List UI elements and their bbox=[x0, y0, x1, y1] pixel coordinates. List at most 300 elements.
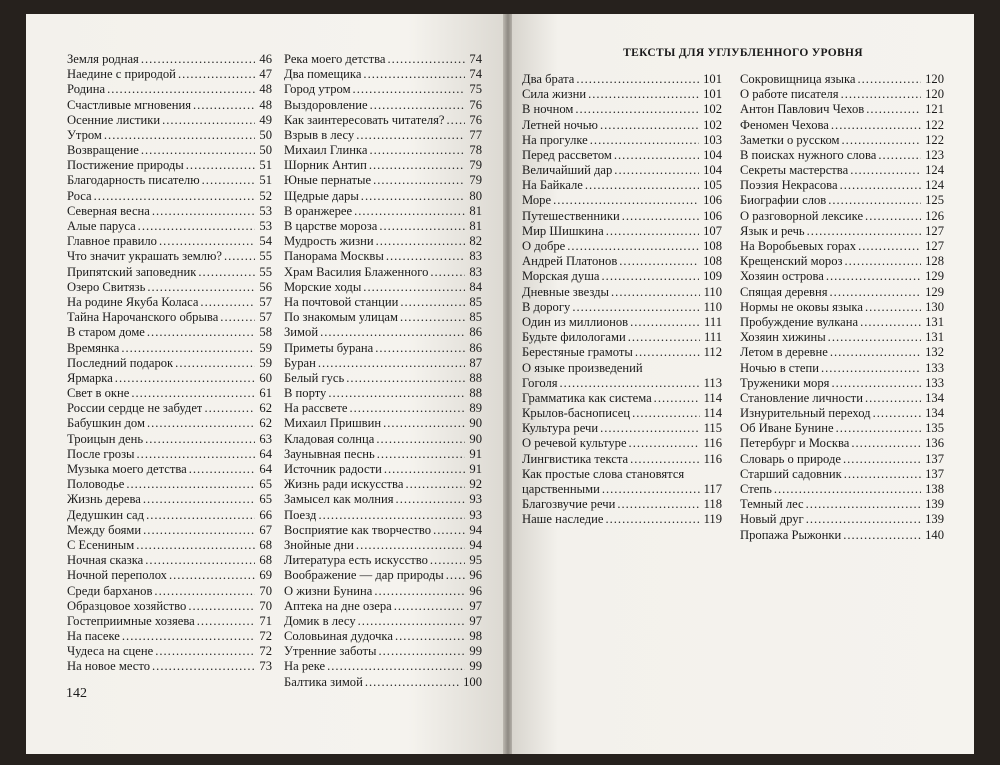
toc-entry bbox=[522, 148, 722, 163]
toc-entry-title: На родине Якуба Коласа bbox=[67, 294, 199, 309]
toc-entry-title: Литература есть искусство bbox=[284, 553, 428, 568]
toc-entry-page: 86 bbox=[469, 325, 482, 340]
toc-entry bbox=[67, 204, 272, 219]
toc-entry-title: На прогулке bbox=[522, 132, 588, 147]
toc-entry bbox=[284, 98, 482, 113]
leader-dots bbox=[843, 528, 921, 543]
leader-dots bbox=[630, 315, 700, 330]
toc-entry-page: 59 bbox=[259, 340, 272, 355]
toc-entry-title: Дедушкин сад bbox=[67, 507, 145, 522]
toc-entry bbox=[740, 239, 944, 254]
toc-entry-page: 69 bbox=[259, 568, 272, 583]
toc-entry-page: 123 bbox=[925, 147, 944, 162]
leader-dots bbox=[865, 391, 921, 406]
toc-entry-title: Старший садовник bbox=[740, 466, 842, 481]
leader-dots bbox=[204, 401, 255, 416]
toc-entry-title: Спящая деревня bbox=[740, 284, 828, 299]
toc-entry-page: 97 bbox=[469, 613, 482, 628]
toc-entry bbox=[67, 584, 272, 599]
toc-entry-title: Мудрость жизни bbox=[284, 234, 374, 249]
toc-entry-title: Михаил Глинка bbox=[284, 143, 368, 158]
toc-entry bbox=[67, 599, 272, 614]
toc-entry-title: Взрыв в лесу bbox=[284, 127, 355, 142]
toc-entry-title: На пасеке bbox=[67, 629, 120, 644]
toc-entry bbox=[522, 482, 722, 497]
toc-entry bbox=[522, 330, 722, 345]
toc-entry bbox=[522, 163, 722, 178]
toc-entry bbox=[522, 239, 722, 254]
toc-entry-page: 110 bbox=[703, 299, 722, 314]
leader-dots bbox=[188, 599, 255, 614]
toc-entry-title: Домик в лесу bbox=[284, 613, 356, 628]
toc-entry-page: 108 bbox=[703, 239, 722, 254]
toc-entry-page: 110 bbox=[703, 284, 722, 299]
toc-entry-title: Буран bbox=[284, 355, 316, 370]
toc-entry-page: 70 bbox=[259, 598, 272, 613]
toc-entry-page: 81 bbox=[469, 203, 482, 218]
toc-entry-title: царственными bbox=[522, 482, 600, 497]
toc-entry-title: Кладовая солнца bbox=[284, 431, 375, 446]
leader-dots bbox=[865, 209, 921, 224]
leader-dots bbox=[363, 67, 465, 82]
toc-entry-title: Свет в окне bbox=[67, 386, 130, 401]
toc-entry bbox=[740, 497, 944, 512]
leader-dots bbox=[606, 224, 699, 239]
page-number: 142 bbox=[66, 686, 87, 701]
leader-dots bbox=[858, 72, 922, 87]
toc-entry-title: Пробуждение вулкана bbox=[740, 314, 859, 329]
leader-dots bbox=[121, 341, 255, 356]
leader-dots bbox=[433, 523, 465, 538]
leader-dots bbox=[147, 280, 255, 295]
toc-entry bbox=[522, 72, 722, 87]
leader-dots bbox=[850, 163, 921, 178]
toc-entry bbox=[284, 508, 482, 523]
toc-entry bbox=[67, 568, 272, 583]
leader-dots bbox=[143, 492, 256, 507]
toc-column bbox=[522, 72, 722, 528]
toc-entry-title: После грозы bbox=[67, 446, 135, 461]
toc-entry bbox=[740, 300, 944, 315]
toc-entry-title: Замысел как молния bbox=[284, 492, 394, 507]
leader-dots bbox=[611, 285, 700, 300]
toc-entry bbox=[284, 477, 482, 492]
toc-entry-page: 70 bbox=[259, 583, 272, 598]
leader-dots bbox=[373, 173, 465, 188]
leader-dots bbox=[356, 538, 465, 553]
toc-entry bbox=[522, 361, 722, 376]
leader-dots bbox=[405, 477, 465, 492]
toc-entry-title: Как заинтересовать читателя? bbox=[284, 112, 445, 127]
toc-entry-page: 61 bbox=[259, 386, 272, 401]
leader-dots bbox=[147, 416, 255, 431]
toc-entry bbox=[67, 98, 272, 113]
leader-dots bbox=[126, 477, 255, 492]
leader-dots bbox=[224, 249, 255, 264]
toc-entry-title: Летом в деревне bbox=[740, 345, 828, 360]
leader-dots bbox=[146, 508, 255, 523]
leader-dots bbox=[363, 280, 465, 295]
toc-entry-page: 89 bbox=[469, 401, 482, 416]
toc-entry bbox=[284, 568, 482, 583]
toc-entry-title: Панорама Москвы bbox=[284, 249, 384, 264]
leader-dots bbox=[447, 113, 466, 128]
leader-dots bbox=[865, 300, 921, 315]
toc-entry-page: 93 bbox=[469, 492, 482, 507]
toc-entry-title: Один из миллионов bbox=[522, 314, 629, 329]
toc-entry bbox=[522, 269, 722, 284]
toc-entry-page: 50 bbox=[259, 143, 272, 158]
toc-entry-title: На почтовой станции bbox=[284, 294, 399, 309]
toc-entry bbox=[67, 356, 272, 371]
leader-dots bbox=[806, 497, 921, 512]
leader-dots bbox=[602, 482, 700, 497]
toc-entry-title: Утром bbox=[67, 127, 102, 142]
toc-entry bbox=[67, 310, 272, 325]
leader-dots bbox=[145, 553, 255, 568]
toc-entry bbox=[740, 528, 944, 543]
leader-dots bbox=[388, 52, 466, 67]
toc-entry bbox=[740, 194, 944, 209]
toc-entry-page: 51 bbox=[259, 158, 272, 173]
toc-entry-title: Сокровищница языка bbox=[740, 71, 856, 86]
toc-entry bbox=[67, 462, 272, 477]
toc-entry-page: 80 bbox=[469, 188, 482, 203]
toc-entry-title: Припятский заповедник bbox=[67, 264, 197, 279]
leader-dots bbox=[145, 432, 255, 447]
toc-entry-title: В дорогу bbox=[522, 299, 571, 314]
toc-entry-title: Степь bbox=[740, 482, 772, 497]
toc-entry bbox=[522, 512, 722, 527]
toc-entry bbox=[67, 280, 272, 295]
toc-entry-title: Ярмарка bbox=[67, 370, 113, 385]
toc-entry-title: Бабушкин дом bbox=[67, 416, 145, 431]
toc-entry-page: 101 bbox=[703, 87, 722, 102]
toc-entry-page: 103 bbox=[703, 132, 722, 147]
toc-entry-page: 122 bbox=[925, 117, 944, 132]
toc-entry bbox=[740, 209, 944, 224]
toc-entry-title: Заметки о русском bbox=[740, 132, 840, 147]
toc-entry bbox=[284, 158, 482, 173]
toc-entry-page: 99 bbox=[469, 659, 482, 674]
toc-entry bbox=[284, 234, 482, 249]
toc-entry-page: 78 bbox=[469, 143, 482, 158]
leader-dots bbox=[807, 224, 921, 239]
toc-entry-page: 84 bbox=[469, 279, 482, 294]
toc-entry-title: Заунывная песнь bbox=[284, 446, 375, 461]
leader-dots bbox=[141, 143, 256, 158]
toc-entry-page: 133 bbox=[925, 375, 944, 390]
toc-entry bbox=[67, 249, 272, 264]
leader-dots bbox=[841, 87, 922, 102]
toc-entry bbox=[522, 391, 722, 406]
toc-entry bbox=[67, 128, 272, 143]
toc-entry bbox=[522, 224, 722, 239]
toc-entry-page: 104 bbox=[703, 163, 722, 178]
toc-entry bbox=[284, 492, 482, 507]
leader-dots bbox=[590, 133, 699, 148]
toc-entry-page: 134 bbox=[925, 406, 944, 421]
toc-entry-title: Что значит украшать землю? bbox=[67, 249, 222, 264]
toc-entry bbox=[522, 285, 722, 300]
toc-entry-title: На новое место bbox=[67, 659, 151, 674]
leader-dots bbox=[136, 538, 255, 553]
toc-entry-page: 88 bbox=[469, 370, 482, 385]
toc-entry-page: 92 bbox=[469, 477, 482, 492]
leader-dots bbox=[193, 98, 255, 113]
leader-dots bbox=[630, 452, 699, 467]
toc-entry-title: На реке bbox=[284, 659, 326, 674]
leader-dots bbox=[365, 675, 459, 690]
toc-entry bbox=[284, 462, 482, 477]
toc-entry-page: 95 bbox=[469, 553, 482, 568]
toc-entry-page: 106 bbox=[703, 193, 722, 208]
toc-entry-page: 67 bbox=[259, 522, 272, 537]
toc-entry bbox=[740, 512, 944, 527]
toc-entry bbox=[67, 82, 272, 97]
left-page bbox=[26, 14, 504, 754]
toc-entry-page: 54 bbox=[259, 234, 272, 249]
toc-entry bbox=[67, 553, 272, 568]
toc-entry bbox=[740, 467, 944, 482]
toc-entry bbox=[740, 482, 944, 497]
toc-entry-page: 76 bbox=[469, 97, 482, 112]
toc-entry-title: О языке произведений bbox=[522, 360, 643, 375]
toc-entry-title: Храм Василия Блаженного bbox=[284, 264, 429, 279]
right-page bbox=[512, 14, 974, 754]
leader-dots bbox=[379, 219, 465, 234]
toc-entry-title: Крылов-баснописец bbox=[522, 406, 631, 421]
toc-entry bbox=[522, 345, 722, 360]
toc-entry bbox=[522, 254, 722, 269]
toc-entry bbox=[740, 254, 944, 269]
toc-entry-title: Соловьиная дудочка bbox=[284, 629, 393, 644]
toc-entry-title: Хозяин хижины bbox=[740, 330, 826, 345]
toc-entry-page: 65 bbox=[259, 492, 272, 507]
leader-dots bbox=[830, 345, 921, 360]
toc-column bbox=[67, 52, 272, 675]
toc-entry-page: 116 bbox=[703, 451, 722, 466]
toc-entry bbox=[284, 447, 482, 462]
toc-entry bbox=[284, 143, 482, 158]
toc-entry-page: 96 bbox=[469, 568, 482, 583]
leader-dots bbox=[200, 295, 255, 310]
leader-dots bbox=[358, 614, 466, 629]
toc-entry-page: 79 bbox=[469, 173, 482, 188]
toc-entry-title: Образцовое хозяйство bbox=[67, 598, 187, 613]
toc-entry-title: Темный лес bbox=[740, 497, 804, 512]
leader-dots bbox=[143, 523, 255, 538]
toc-entry-title: Берестяные грамоты bbox=[522, 345, 633, 360]
leader-dots bbox=[383, 416, 465, 431]
toc-entry-title: Роса bbox=[67, 188, 92, 203]
toc-entry bbox=[284, 128, 482, 143]
toc-entry bbox=[284, 401, 482, 416]
toc-entry bbox=[67, 401, 272, 416]
toc-entry bbox=[284, 295, 482, 310]
toc-entry bbox=[284, 675, 482, 690]
toc-entry-page: 47 bbox=[259, 67, 272, 82]
toc-entry bbox=[522, 437, 722, 452]
toc-entry bbox=[67, 158, 272, 173]
toc-entry bbox=[740, 421, 944, 436]
leader-dots bbox=[654, 391, 700, 406]
leader-dots bbox=[376, 234, 466, 249]
toc-entry bbox=[740, 102, 944, 117]
leader-dots bbox=[115, 371, 256, 386]
toc-entry-page: 112 bbox=[703, 345, 722, 360]
leader-dots bbox=[553, 193, 699, 208]
toc-entry bbox=[284, 660, 482, 675]
toc-entry-page: 100 bbox=[463, 674, 482, 689]
toc-entry-page: 57 bbox=[259, 310, 272, 325]
toc-entry-title: Утренние заботы bbox=[284, 644, 377, 659]
leader-dots bbox=[346, 371, 465, 386]
toc-entry-title: Изнурительный переход bbox=[740, 406, 871, 421]
leader-dots bbox=[386, 249, 466, 264]
leader-dots bbox=[396, 492, 466, 507]
toc-entry bbox=[284, 189, 482, 204]
toc-entry-page: 127 bbox=[925, 239, 944, 254]
toc-entry-page: 102 bbox=[703, 102, 722, 117]
leader-dots bbox=[152, 204, 256, 219]
leader-dots bbox=[575, 102, 699, 117]
toc-entry-title: Крещенский мороз bbox=[740, 254, 843, 269]
toc-entry bbox=[67, 538, 272, 553]
toc-entry-title: О речевой культуре bbox=[522, 436, 627, 451]
toc-entry bbox=[522, 300, 722, 315]
leader-dots bbox=[831, 376, 921, 391]
toc-entry-title: Петербург и Москва bbox=[740, 436, 850, 451]
leader-dots bbox=[836, 421, 921, 436]
toc-entry-title: В поисках нужного слова bbox=[740, 147, 877, 162]
leader-dots bbox=[141, 52, 256, 67]
toc-entry-page: 62 bbox=[259, 401, 272, 416]
toc-entry-title: В царстве мороза bbox=[284, 219, 378, 234]
toc-entry-title: Земля родная bbox=[67, 51, 139, 66]
toc-entry-title: Тайна Нарочанского обрыва bbox=[67, 310, 219, 325]
toc-entry-title: О работе писателя bbox=[740, 87, 839, 102]
toc-entry-title: Балтика зимой bbox=[284, 674, 363, 689]
toc-entry bbox=[67, 386, 272, 401]
toc-entry bbox=[740, 437, 944, 452]
leader-dots bbox=[619, 254, 699, 269]
leader-dots bbox=[353, 82, 466, 97]
toc-entry-title: Восприятие как творчество bbox=[284, 522, 432, 537]
toc-entry-page: 116 bbox=[703, 436, 722, 451]
toc-entry-title: В порту bbox=[284, 386, 327, 401]
toc-entry-page: 83 bbox=[469, 264, 482, 279]
toc-entry-page: 73 bbox=[259, 659, 272, 674]
leader-dots bbox=[137, 447, 256, 462]
toc-entry bbox=[284, 249, 482, 264]
toc-entry-title: Дневные звезды bbox=[522, 284, 610, 299]
toc-entry-title: Благозвучие речи bbox=[522, 497, 616, 512]
leader-dots bbox=[189, 462, 256, 477]
toc-entry-title: России сердце не забудет bbox=[67, 401, 203, 416]
toc-entry-title: Лингвистика текста bbox=[522, 451, 629, 466]
toc-entry-title: Труженики моря bbox=[740, 375, 830, 390]
toc-entry-page: 120 bbox=[925, 71, 944, 86]
toc-entry-title: Озеро Свитязь bbox=[67, 279, 146, 294]
toc-entry bbox=[284, 584, 482, 599]
leader-dots bbox=[873, 406, 922, 421]
toc-entry bbox=[284, 204, 482, 219]
toc-entry-title: Белый гусь bbox=[284, 370, 345, 385]
toc-entry bbox=[740, 376, 944, 391]
toc-entry-page: 99 bbox=[469, 644, 482, 659]
toc-entry bbox=[67, 295, 272, 310]
toc-entry bbox=[284, 538, 482, 553]
toc-entry-page: 66 bbox=[259, 507, 272, 522]
toc-entry bbox=[284, 82, 482, 97]
toc-entry-title: Ночная сказка bbox=[67, 553, 144, 568]
leader-dots bbox=[162, 113, 255, 128]
toc-entry-page: 46 bbox=[259, 51, 272, 66]
toc-entry-page: 131 bbox=[925, 330, 944, 345]
toc-entry bbox=[284, 341, 482, 356]
toc-entry bbox=[67, 219, 272, 234]
leader-dots bbox=[828, 193, 921, 208]
toc-entry-page: 111 bbox=[704, 330, 722, 345]
leader-dots bbox=[147, 325, 256, 340]
toc-entry bbox=[67, 432, 272, 447]
toc-entry bbox=[284, 113, 482, 128]
toc-entry-page: 97 bbox=[469, 598, 482, 613]
toc-entry-page: 140 bbox=[925, 527, 944, 542]
toc-entry-title: Море bbox=[522, 193, 552, 208]
toc-entry-title: Главное правило bbox=[67, 234, 157, 249]
toc-entry bbox=[67, 325, 272, 340]
leader-dots bbox=[831, 118, 921, 133]
leader-dots bbox=[152, 659, 255, 674]
leader-dots bbox=[622, 209, 699, 224]
toc-entry-page: 114 bbox=[703, 406, 722, 421]
toc-entry bbox=[522, 452, 722, 467]
leader-dots bbox=[878, 148, 921, 163]
toc-entry-title: Шорник Антип bbox=[284, 158, 367, 173]
toc-entry-title: Два помещика bbox=[284, 67, 362, 82]
toc-entry-page: 113 bbox=[703, 375, 722, 390]
leader-dots bbox=[400, 310, 465, 325]
toc-entry-page: 74 bbox=[469, 51, 482, 66]
toc-entry-page: 81 bbox=[469, 219, 482, 234]
toc-entry-page: 68 bbox=[259, 553, 272, 568]
toc-entry bbox=[522, 421, 722, 436]
leader-dots bbox=[94, 189, 256, 204]
leader-dots bbox=[379, 644, 466, 659]
toc-entry-page: 117 bbox=[703, 482, 722, 497]
toc-entry bbox=[284, 356, 482, 371]
toc-entry-title: Величайший дар bbox=[522, 163, 613, 178]
toc-entry-title: Аптека на дне озера bbox=[284, 598, 392, 613]
toc-entry-title: Андрей Платонов bbox=[522, 254, 618, 269]
toc-entry-page: 118 bbox=[703, 497, 722, 512]
toc-entry-page: 72 bbox=[259, 629, 272, 644]
toc-entry-page: 55 bbox=[259, 249, 272, 264]
toc-entry-page: 111 bbox=[704, 314, 722, 329]
toc-entry-page: 60 bbox=[259, 370, 272, 385]
toc-entry-page: 96 bbox=[469, 583, 482, 598]
toc-entry-title: На рассвете bbox=[284, 401, 348, 416]
toc-entry-page: 121 bbox=[925, 102, 944, 117]
toc-entry bbox=[740, 345, 944, 360]
toc-entry-page: 64 bbox=[259, 462, 272, 477]
leader-dots bbox=[197, 614, 256, 629]
toc-entry-title: О жизни Бунина bbox=[284, 583, 373, 598]
toc-entry bbox=[67, 660, 272, 675]
leader-dots bbox=[602, 269, 700, 284]
